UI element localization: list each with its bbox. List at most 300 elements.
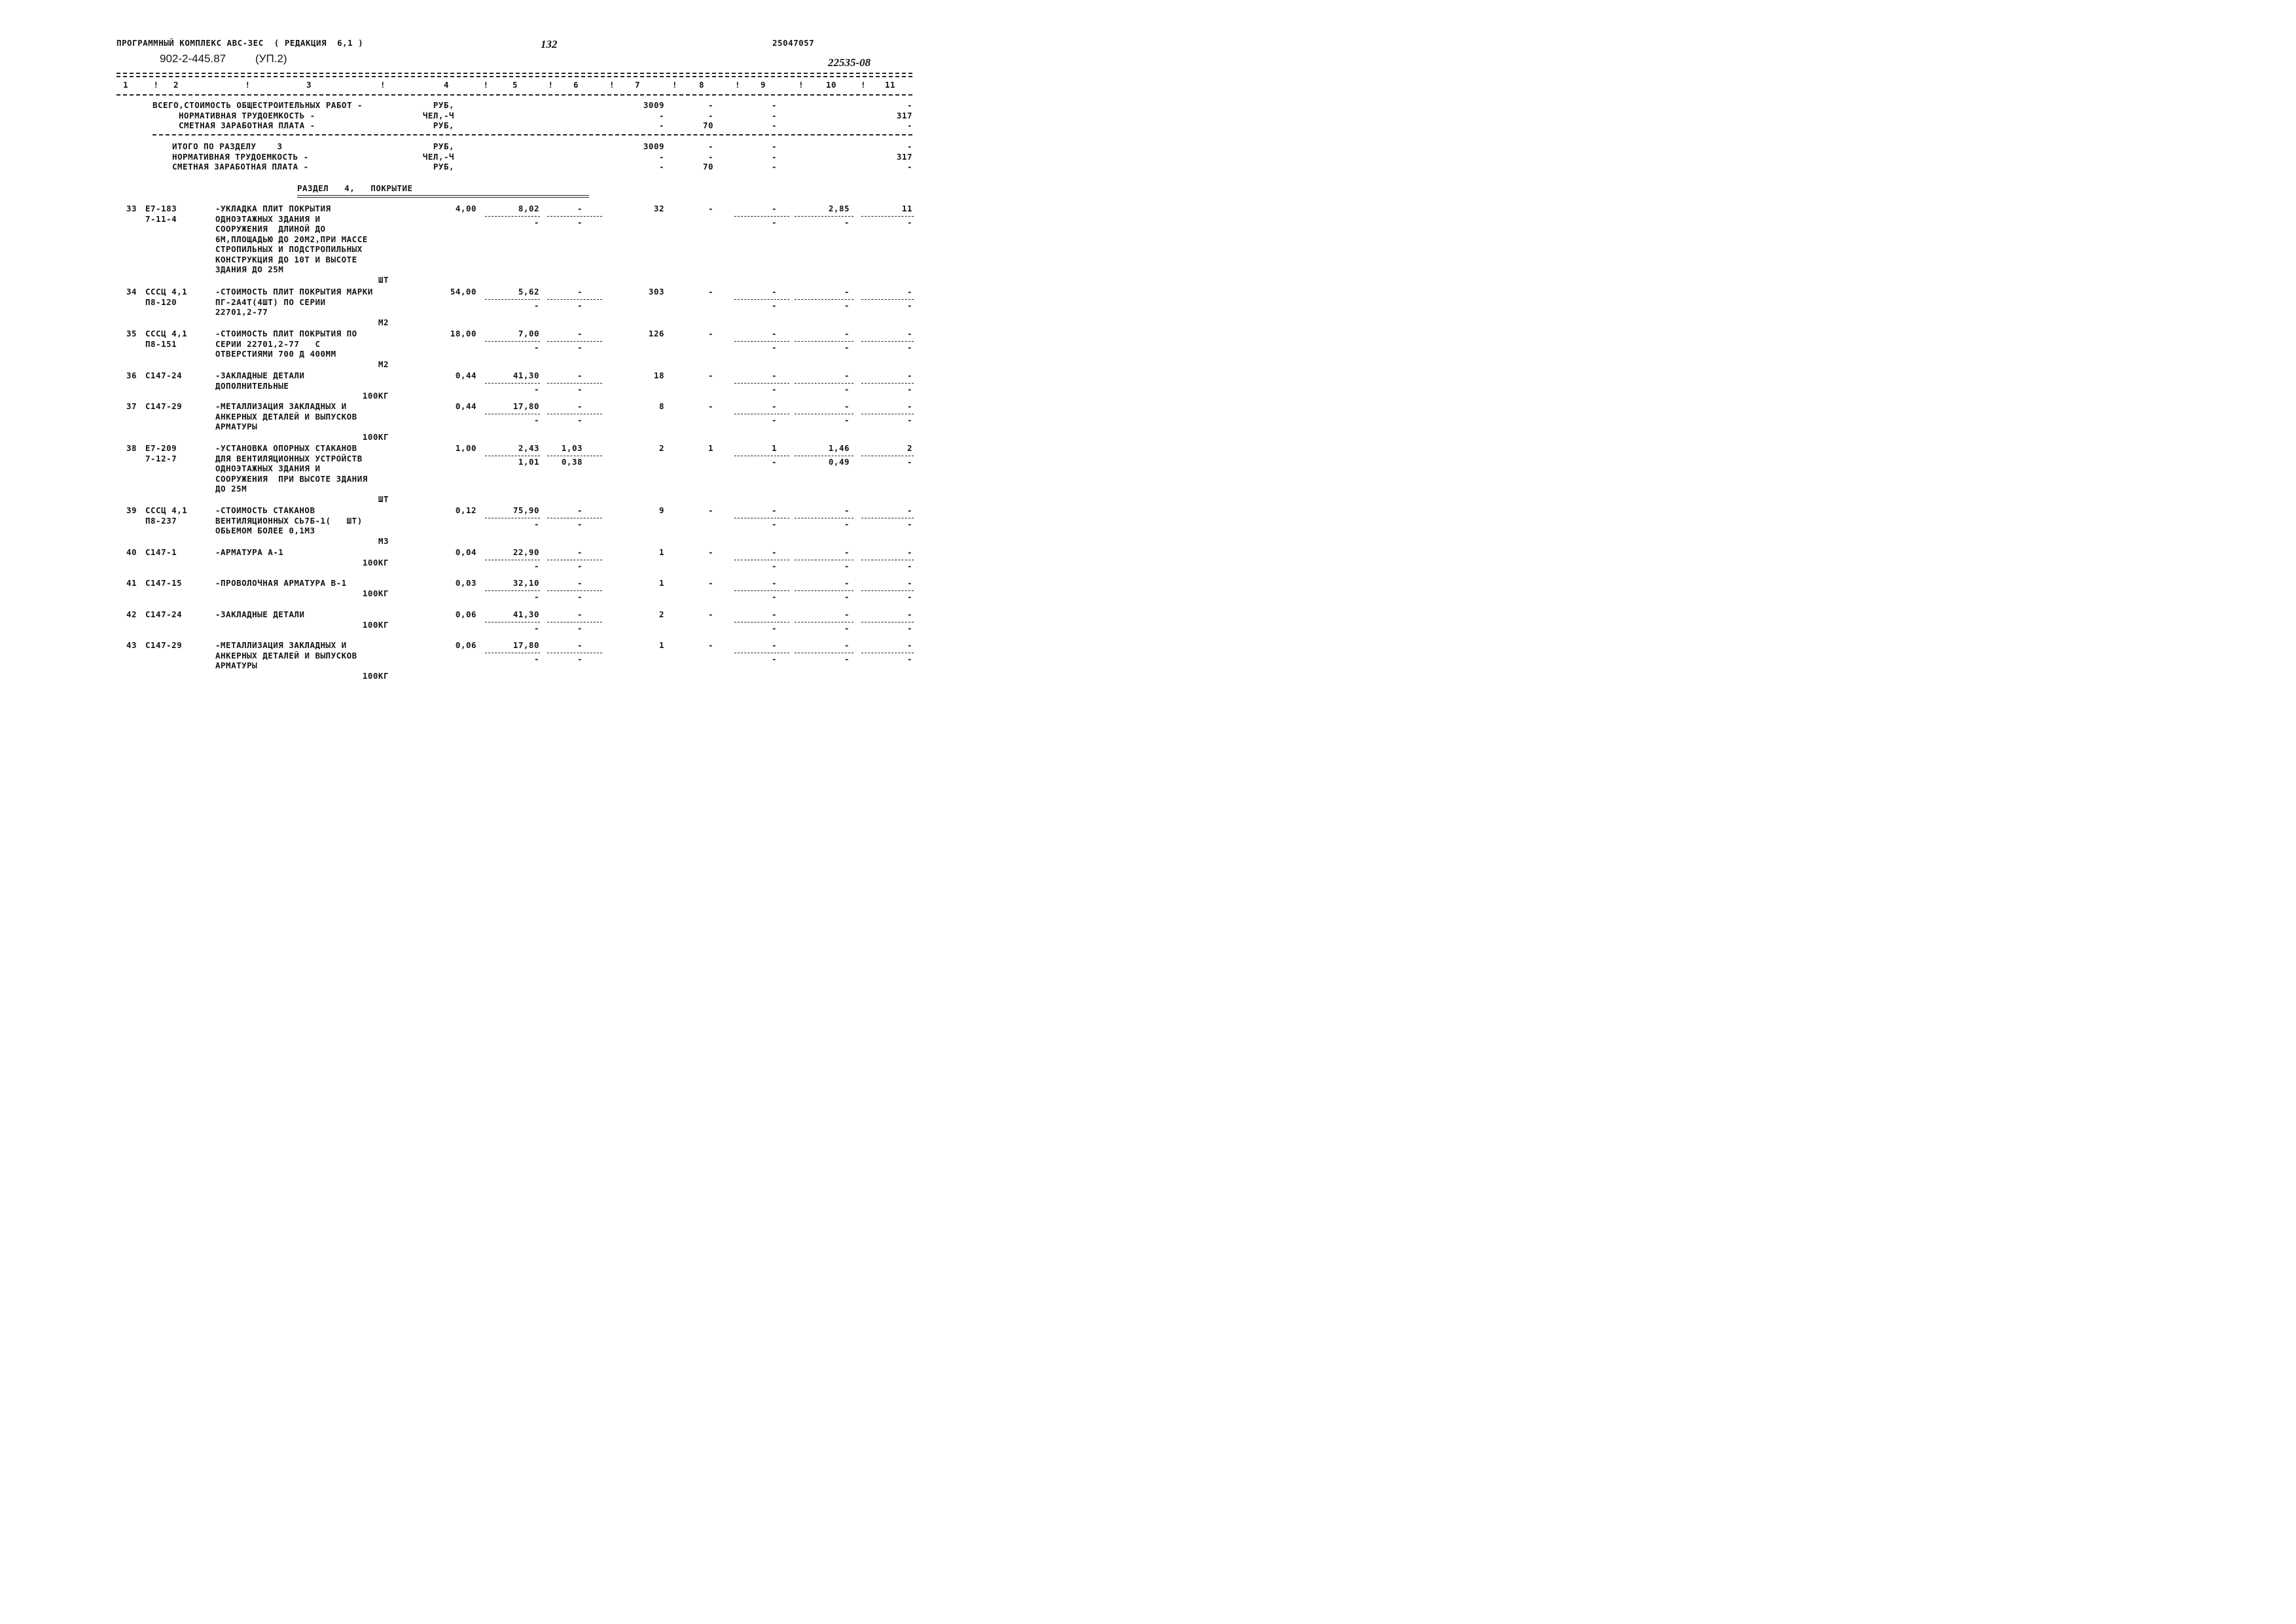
row-c5-top: 2,43 — [518, 443, 539, 453]
header-separator — [117, 73, 912, 74]
column-number-4: 4 — [444, 80, 450, 90]
fraction-line — [485, 590, 540, 591]
row-c5-bottom: - — [533, 561, 539, 571]
column-number-10: 10 — [826, 80, 837, 90]
total-c11: 317 — [896, 151, 912, 162]
row-description: -ПРОВОЛОЧНАЯ АРМАТУРА В-1 — [215, 578, 347, 588]
row-c10-top: - — [844, 370, 850, 380]
row-code: С147-29 — [145, 401, 183, 411]
row-unit: М3 — [378, 535, 389, 546]
row-c5-top: 17,80 — [512, 401, 539, 411]
fraction-line — [861, 341, 914, 342]
header-separator-2 — [117, 76, 912, 77]
row-number: 38 — [126, 443, 137, 453]
row-c5-top: 5,62 — [518, 287, 539, 297]
row-c6-bottom: - — [577, 300, 583, 310]
row-unit: ШТ — [378, 274, 389, 285]
column-divider: ! — [548, 80, 554, 90]
fraction-line — [734, 216, 789, 217]
row-c9-bottom: - — [771, 300, 777, 310]
row-c5-top: 8,02 — [518, 204, 539, 213]
row-description: АНКЕРНЫХ ДЕТАЛЕЙ И ВЫПУСКОВ — [215, 650, 357, 660]
fraction-line — [485, 622, 540, 623]
row-quantity: 4,00 — [455, 204, 476, 213]
row-code: 7-12-7 — [145, 453, 177, 463]
page-number: 132 — [541, 38, 558, 50]
total-unit: РУБ, — [433, 120, 454, 130]
column-divider: ! — [483, 80, 489, 90]
total-c11: - — [906, 100, 912, 110]
row-c5-bottom: - — [533, 300, 539, 310]
row-quantity: 54,00 — [450, 287, 476, 297]
column-divider: ! — [153, 80, 159, 90]
row-c9-top: 1 — [771, 443, 777, 453]
row-c10-top: - — [844, 640, 850, 650]
row-c6-top: - — [577, 287, 583, 297]
row-c9-bottom: - — [771, 415, 777, 425]
row-c5-top: 32,10 — [512, 578, 539, 588]
row-description: ОТВЕРСТИЯМИ 700 Д 400ММ — [215, 349, 336, 359]
row-c11-top: - — [906, 640, 912, 650]
row-c9-bottom: - — [771, 561, 777, 571]
doc-number: 22535-08 — [828, 56, 871, 69]
row-c5-bottom: - — [533, 342, 539, 352]
row-c9-bottom: - — [771, 592, 777, 602]
row-c11-bottom: - — [906, 457, 912, 467]
row-quantity: 0,04 — [455, 547, 476, 557]
row-c7: 126 — [648, 329, 664, 338]
row-c7: 1 — [658, 640, 664, 650]
row-c10-top: - — [844, 609, 850, 619]
fraction-line — [795, 299, 853, 300]
total-unit: РУБ, — [433, 100, 454, 110]
row-description: ЗДАНИЯ ДО 25М — [215, 264, 284, 274]
total-label: НОРМАТИВНАЯ ТРУДОЕМКОСТЬ - — [172, 151, 309, 162]
row-quantity: 0,06 — [455, 609, 476, 619]
row-c6-top: - — [577, 329, 583, 338]
row-unit: 100КГ — [362, 588, 389, 598]
row-c9-bottom: - — [771, 457, 777, 467]
fraction-line — [795, 216, 853, 217]
row-c6-top: - — [577, 609, 583, 619]
row-quantity: 0,44 — [455, 370, 476, 380]
row-c10-top: 2,85 — [828, 204, 850, 213]
fraction-line — [485, 341, 540, 342]
row-c9-top: - — [771, 578, 777, 588]
row-c6-top: - — [577, 578, 583, 588]
row-quantity: 1,00 — [455, 443, 476, 453]
total-c9: - — [771, 120, 777, 130]
row-c10-top: 1,46 — [828, 443, 850, 453]
total-label: СМЕТНАЯ ЗАРАБОТНАЯ ПЛАТА - — [172, 162, 309, 171]
fraction-line — [861, 299, 914, 300]
fraction-line — [734, 341, 789, 342]
total-unit: ЧЕЛ,-Ч — [422, 151, 454, 162]
row-c7: 32 — [653, 204, 664, 213]
row-description: АРМАТУРЫ — [215, 422, 258, 431]
row-description: СООРУЖЕНИЯ ДЛИНОЙ ДО — [215, 224, 326, 234]
row-c6-bottom: - — [577, 415, 583, 425]
row-description: -УКЛАДКА ПЛИТ ПОКРЫТИЯ — [215, 204, 331, 213]
row-c5-bottom: - — [533, 415, 539, 425]
row-c11-bottom: - — [906, 415, 912, 425]
fraction-line — [734, 383, 789, 384]
row-c9-bottom: - — [771, 384, 777, 394]
row-number: 40 — [126, 547, 137, 557]
row-c9-bottom: - — [771, 654, 777, 664]
row-c7: 8 — [658, 401, 664, 411]
row-description: -УСТАНОВКА ОПОРНЫХ СТАКАНОВ — [215, 443, 357, 453]
row-c9-top: - — [771, 505, 777, 515]
row-description: -СТОИМОСТЬ ПЛИТ ПОКРЫТИЯ ПО — [215, 329, 357, 338]
row-c11-bottom: - — [906, 519, 912, 529]
row-c9-top: - — [771, 329, 777, 338]
total-c7: - — [658, 151, 664, 162]
row-c9-bottom: - — [771, 519, 777, 529]
row-code: П8-237 — [145, 515, 177, 526]
row-description: СООРУЖЕНИЯ ПРИ ВЫСОТЕ ЗДАНИЯ — [215, 473, 368, 484]
row-c8: 1 — [708, 443, 713, 453]
row-c6-top: - — [577, 640, 583, 650]
column-divider: ! — [609, 80, 615, 90]
row-c5-bottom: - — [533, 217, 539, 227]
row-c11-bottom: - — [906, 342, 912, 352]
row-code: С147-29 — [145, 640, 183, 650]
total-c11: - — [906, 120, 912, 130]
row-c8: - — [708, 547, 713, 557]
row-c5-bottom: - — [533, 592, 539, 602]
row-c8: - — [708, 609, 713, 619]
row-number: 36 — [126, 370, 137, 380]
column-number-1: 1 — [123, 80, 129, 90]
row-c7: 303 — [648, 287, 664, 297]
row-c11-bottom: - — [906, 217, 912, 227]
row-description: ОБЬЕМОМ БОЛЕЕ 0,1М3 — [215, 526, 315, 535]
total-c7: 3009 — [643, 100, 664, 110]
row-description: ОДНОЭТАЖНЫХ ЗДАНИЯ И — [215, 213, 321, 224]
row-c10-bottom: - — [844, 217, 850, 227]
row-unit: 100КГ — [362, 670, 389, 681]
row-description: ВЕНТИЛЯЦИОННЫХ СЬ7Б-1( ШТ) — [215, 515, 363, 526]
row-c10-bottom: - — [844, 384, 850, 394]
row-c10-bottom: 0,49 — [828, 457, 850, 467]
row-c6-top: - — [577, 505, 583, 515]
row-description: СЕРИИ 22701,2-77 С — [215, 338, 321, 349]
total-c8: - — [708, 110, 713, 120]
total-c8: - — [708, 100, 713, 110]
row-c6-bottom: - — [577, 592, 583, 602]
row-quantity: 0,06 — [455, 640, 476, 650]
row-quantity: 0,03 — [455, 578, 476, 588]
row-c11-top: 11 — [901, 204, 912, 213]
row-c11-top: - — [906, 370, 912, 380]
row-code: С147-1 — [145, 547, 177, 557]
row-c11-bottom: - — [906, 623, 912, 633]
total-c9: - — [771, 100, 777, 110]
row-c5-bottom: - — [533, 654, 539, 664]
row-c10-top: - — [844, 578, 850, 588]
row-c10-top: - — [844, 505, 850, 515]
row-c11-top: - — [906, 505, 912, 515]
total-c9: - — [771, 151, 777, 162]
row-c10-bottom: - — [844, 561, 850, 571]
row-c7: 2 — [658, 609, 664, 619]
column-number-6: 6 — [573, 80, 579, 90]
row-description: АНКЕРНЫХ ДЕТАЛЕЙ И ВЫПУСКОВ — [215, 411, 357, 422]
row-c9-bottom: - — [771, 217, 777, 227]
row-code: Е7-209 — [145, 443, 177, 453]
row-number: 37 — [126, 401, 137, 411]
row-code: СССЦ 4,1 — [145, 505, 188, 515]
row-code: С147-15 — [145, 578, 183, 588]
row-c5-top: 17,80 — [512, 640, 539, 650]
total-c7: - — [658, 120, 664, 130]
total-unit: РУБ, — [433, 162, 454, 171]
column-divider: ! — [672, 80, 678, 90]
fraction-line — [547, 341, 602, 342]
total-label: ВСЕГО,СТОИМОСТЬ ОБЩЕСТРОИТЕЛЬНЫХ РАБОТ - — [152, 100, 363, 110]
row-c5-top: 75,90 — [512, 505, 539, 515]
row-c11-top: - — [906, 329, 912, 338]
total-label: НОРМАТИВНАЯ ТРУДОЕМКОСТЬ - — [179, 110, 315, 120]
row-c8: - — [708, 329, 713, 338]
fraction-line — [485, 383, 540, 384]
row-c5-bottom: - — [533, 384, 539, 394]
row-c6-bottom: - — [577, 561, 583, 571]
fraction-line — [547, 383, 602, 384]
row-description: ДОПОЛНИТЕЛЬНЫЕ — [215, 380, 289, 391]
row-c8: - — [708, 370, 713, 380]
row-c10-bottom: - — [844, 654, 850, 664]
row-c10-top: - — [844, 547, 850, 557]
row-c11-bottom: - — [906, 654, 912, 664]
project-code: 902-2-445.87 — [160, 52, 226, 65]
row-code: 7-11-4 — [145, 213, 177, 224]
row-c8: - — [708, 204, 713, 213]
row-c10-bottom: - — [844, 415, 850, 425]
row-c11-bottom: - — [906, 300, 912, 310]
album-label: (УП.2) — [255, 52, 287, 65]
column-number-8: 8 — [699, 80, 705, 90]
row-c8: - — [708, 578, 713, 588]
row-c6-bottom: - — [577, 623, 583, 633]
row-description: -МЕТАЛЛИЗАЦИЯ ЗАКЛАДНЫХ И — [215, 640, 347, 650]
total-c7: 3009 — [643, 141, 664, 151]
total-c8: - — [708, 151, 713, 162]
row-c6-top: - — [577, 370, 583, 380]
fraction-line — [547, 216, 602, 217]
total-c7: - — [658, 110, 664, 120]
row-c5-top: 41,30 — [512, 370, 539, 380]
row-number: 43 — [126, 640, 137, 650]
row-number: 35 — [126, 329, 137, 338]
row-c8: - — [708, 401, 713, 411]
row-c10-bottom: - — [844, 623, 850, 633]
row-unit: 100КГ — [362, 619, 389, 630]
row-description: -СТОИМОСТЬ ПЛИТ ПОКРЫТИЯ МАРКИ — [215, 287, 373, 297]
fraction-line — [861, 216, 914, 217]
row-description: 22701,2-77 — [215, 307, 268, 317]
row-code: СССЦ 4,1 — [145, 287, 188, 297]
row-c11-top: - — [906, 578, 912, 588]
row-c9-top: - — [771, 370, 777, 380]
row-c5-bottom: - — [533, 519, 539, 529]
column-number-2: 2 — [173, 80, 179, 90]
row-number: 41 — [126, 578, 137, 588]
row-c9-bottom: - — [771, 342, 777, 352]
row-code: П8-120 — [145, 297, 177, 307]
fraction-line — [861, 622, 914, 623]
row-c9-top: - — [771, 401, 777, 411]
row-c11-top: - — [906, 547, 912, 557]
row-code: Е7-183 — [145, 204, 177, 213]
totals-separator — [152, 134, 912, 135]
row-c11-bottom: - — [906, 384, 912, 394]
row-number: 42 — [126, 609, 137, 619]
total-label: ИТОГО ПО РАЗДЕЛУ 3 — [172, 141, 283, 151]
column-divider: ! — [245, 80, 251, 90]
row-description: СТРОПИЛЬНЫХ И ПОДСТРОПИЛЬНЫХ — [215, 244, 363, 254]
row-unit: 100КГ — [362, 431, 389, 442]
row-c8: - — [708, 640, 713, 650]
row-c7: 1 — [658, 578, 664, 588]
row-c6-bottom: - — [577, 519, 583, 529]
row-c10-bottom: - — [844, 342, 850, 352]
row-description: -ЗАКЛАДНЫЕ ДЕТАЛИ — [215, 370, 305, 380]
row-unit: М2 — [378, 317, 389, 327]
row-c5-top: 7,00 — [518, 329, 539, 338]
row-c10-top: - — [844, 401, 850, 411]
total-unit: РУБ, — [433, 141, 454, 151]
row-c11-top: - — [906, 287, 912, 297]
total-c7: - — [658, 162, 664, 171]
row-c5-bottom: - — [533, 623, 539, 633]
row-code: С147-24 — [145, 609, 183, 619]
row-c9-top: - — [771, 609, 777, 619]
row-description: 6М,ПЛОЩАДЬЮ ДО 20М2,ПРИ МАССЕ — [215, 234, 368, 244]
total-c8: 70 — [702, 162, 713, 171]
column-header-separator — [117, 94, 912, 96]
section-title-underline — [297, 195, 589, 198]
fraction-line — [485, 299, 540, 300]
fraction-line — [795, 341, 853, 342]
fraction-line — [485, 216, 540, 217]
fraction-line — [795, 590, 853, 591]
row-c11-top: - — [906, 609, 912, 619]
row-c8: - — [708, 287, 713, 297]
column-divider: ! — [861, 80, 867, 90]
row-c6-top: - — [577, 401, 583, 411]
fraction-line — [795, 622, 853, 623]
row-description: КОНСТРУКЦИЯ ДО 10Т И ВЫСОТЕ — [215, 254, 357, 264]
document-code: 25047057 — [772, 38, 815, 48]
total-c11: - — [906, 162, 912, 171]
row-c6-bottom: 0,38 — [561, 457, 583, 467]
column-number-11: 11 — [885, 80, 896, 90]
total-c9: - — [771, 141, 777, 151]
row-quantity: 0,12 — [455, 505, 476, 515]
column-number-7: 7 — [635, 80, 641, 90]
fraction-line — [547, 622, 602, 623]
fraction-line — [547, 590, 602, 591]
row-description: -МЕТАЛЛИЗАЦИЯ ЗАКЛАДНЫХ И — [215, 401, 347, 411]
column-number-9: 9 — [761, 80, 766, 90]
row-c10-bottom: - — [844, 300, 850, 310]
row-c6-bottom: - — [577, 654, 583, 664]
row-description: ДЛЯ ВЕНТИЛЯЦИОННЫХ УСТРОЙСТВ — [215, 453, 363, 463]
row-c5-bottom: 1,01 — [518, 457, 539, 467]
total-unit: ЧЕЛ,-Ч — [422, 110, 454, 120]
row-c9-top: - — [771, 204, 777, 213]
row-c11-top: - — [906, 401, 912, 411]
row-c11-bottom: - — [906, 561, 912, 571]
row-c5-top: 22,90 — [512, 547, 539, 557]
program-title: ПРОГРАММНЫЙ КОМПЛЕКС АВС-3ЕС ( РЕДАКЦИЯ 6,1 ) — [117, 38, 364, 48]
row-c7: 2 — [658, 443, 664, 453]
estimate-sheet — [0, 0, 1026, 726]
row-code: СССЦ 4,1 — [145, 329, 188, 338]
row-c9-top: - — [771, 287, 777, 297]
column-number-5: 5 — [512, 80, 518, 90]
row-c6-top: - — [577, 204, 583, 213]
total-c8: 70 — [702, 120, 713, 130]
row-c11-bottom: - — [906, 592, 912, 602]
column-divider: ! — [380, 80, 386, 90]
row-c7: 1 — [658, 547, 664, 557]
fraction-line — [861, 590, 914, 591]
fraction-line — [861, 383, 914, 384]
row-quantity: 0,44 — [455, 401, 476, 411]
row-unit: М2 — [378, 359, 389, 369]
row-description: ПГ-2А4Т(4ШТ) ПО СЕРИИ — [215, 297, 326, 307]
row-c10-top: - — [844, 329, 850, 338]
row-description: -ЗАКЛАДНЫЕ ДЕТАЛИ — [215, 609, 305, 619]
row-description: -СТОИМОСТЬ СТАКАНОВ — [215, 505, 315, 515]
fraction-line — [547, 299, 602, 300]
column-number-3: 3 — [306, 80, 312, 90]
row-c9-bottom: - — [771, 623, 777, 633]
row-c10-top: - — [844, 287, 850, 297]
row-description: ОДНОЭТАЖНЫХ ЗДАНИЯ И — [215, 463, 321, 473]
row-description: ДО 25М — [215, 484, 247, 494]
fraction-line — [795, 383, 853, 384]
row-c7: 9 — [658, 505, 664, 515]
fraction-line — [734, 590, 789, 591]
column-divider: ! — [735, 80, 741, 90]
column-divider: ! — [798, 80, 804, 90]
row-c9-top: - — [771, 547, 777, 557]
row-unit: 100КГ — [362, 557, 389, 568]
total-label: СМЕТНАЯ ЗАРАБОТНАЯ ПЛАТА - — [179, 120, 315, 130]
row-number: 33 — [126, 204, 137, 213]
row-c6-bottom: - — [577, 342, 583, 352]
row-description: АРМАТУРЫ — [215, 660, 258, 670]
row-c6-bottom: - — [577, 384, 583, 394]
row-code: П8-151 — [145, 338, 177, 349]
total-c11: 317 — [896, 110, 912, 120]
total-c9: - — [771, 110, 777, 120]
row-c10-bottom: - — [844, 519, 850, 529]
total-c11: - — [906, 141, 912, 151]
row-c10-bottom: - — [844, 592, 850, 602]
section-title: РАЗДЕЛ 4, ПОКРЫТИЕ — [297, 183, 413, 193]
row-code: С147-24 — [145, 370, 183, 380]
row-number: 34 — [126, 287, 137, 297]
row-c7: 18 — [653, 370, 664, 380]
fraction-line — [734, 299, 789, 300]
row-c6-bottom: - — [577, 217, 583, 227]
row-number: 39 — [126, 505, 137, 515]
